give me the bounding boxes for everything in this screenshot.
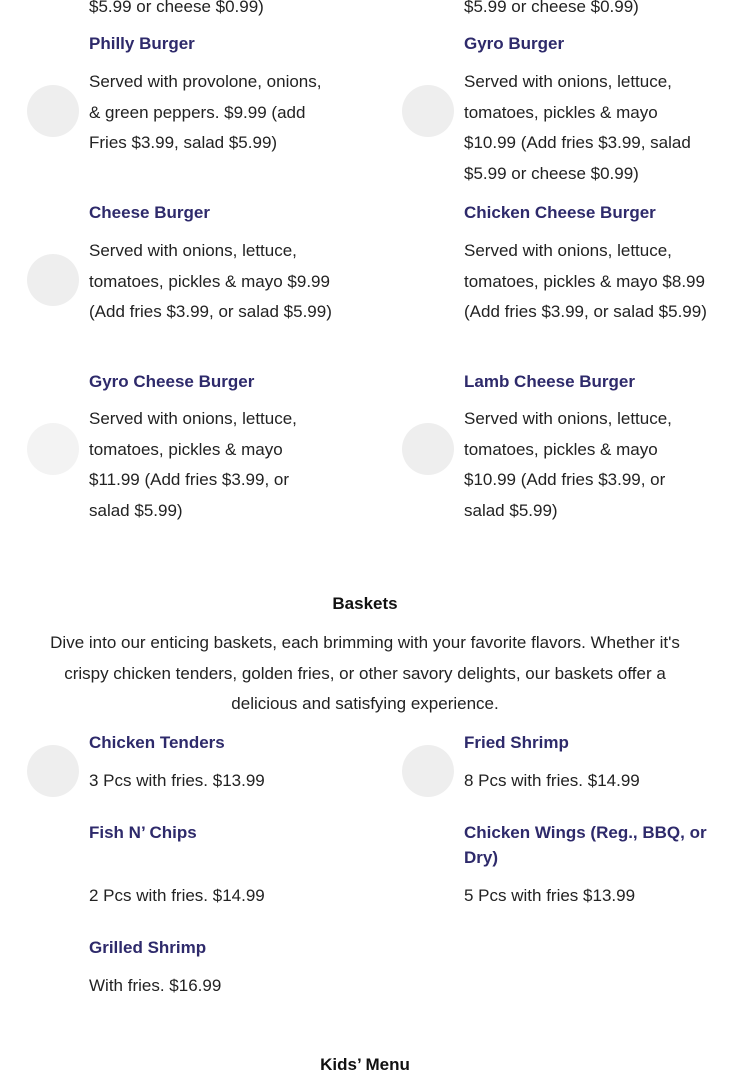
menu-item-description: 2 Pcs with fries. $14.99 [89,886,265,905]
cheese-burger-image[interactable] [27,254,79,306]
menu-item-title[interactable]: Gyro Cheese Burger [89,372,255,391]
menu-item-title[interactable]: Chicken Cheese Burger [464,203,656,222]
fried-shrimp-image[interactable] [402,745,454,797]
menu-item-description: Served with onions, lettuce, tomatoes, pickles & mayo $10.99 (Add fries $3.99, or salad $5.99) [464,409,672,520]
menu-item-description: Served with onions, lettuce, tomatoes, pickles & mayo $8.99 (Add fries $3.99, or salad $5.99) [464,241,707,321]
menu-item-description: Served with provolone, onions, & green peppers. $9.99 (add Fries $3.99, salad $5.99) [89,72,322,152]
menu-item-description: Served with onions, lettuce, tomatoes, pickles & mayo $9.99 (Add fries $3.99, or salad $5.99) [89,241,332,321]
menu-item-title[interactable]: Chicken Tenders [89,733,225,752]
menu-item-title[interactable]: Gyro Burger [464,34,565,53]
menu-item-title[interactable]: Fried Shrimp [464,733,569,752]
gyro-burger-image[interactable] [402,85,454,137]
menu-item-description: With fries. $16.99 [89,976,222,995]
menu-item-description: 3 Pcs with fries. $13.99 [89,771,265,790]
baskets-section-description: Dive into our enticing baskets, each brimming with your favorite flavors. Whether it's crispy chicken tenders, golden fries, or other savory delights, our baskets offer a delicious and satisfying experience. [50,633,680,713]
menu-item-description: 5 Pcs with fries $13.99 [464,886,636,905]
menu-item-description: 8 Pcs with fries. $14.99 [464,771,640,790]
menu-item-title[interactable]: Philly Burger [89,34,195,53]
menu-item-title[interactable]: Cheese Burger [89,203,210,222]
partial-description-right: $5.99 or cheese $0.99) [464,0,639,16]
menu-item-title[interactable]: Fish N’ Chips [89,823,197,842]
kids-menu-section-title: Kids’ Menu [320,1055,410,1074]
baskets-section-title: Baskets [332,594,398,613]
menu-item-description: Served with onions, lettuce, tomatoes, pickles & mayo $10.99 (Add fries $3.99, salad $5.99 or cheese $0.99) [464,72,691,183]
menu-item-title[interactable]: Lamb Cheese Burger [464,372,635,391]
partial-description-left: $5.99 or cheese $0.99) [89,0,264,16]
lamb-cheese-burger-image[interactable] [402,423,454,475]
gyro-cheese-burger-image[interactable] [27,423,79,475]
chicken-tenders-image[interactable] [27,745,79,797]
menu-item-title[interactable]: Chicken Wings (Reg., BBQ, or Dry) [464,823,707,867]
menu-item-description: Served with onions, lettuce, tomatoes, pickles & mayo $11.99 (Add fries $3.99, or salad $5.99) [89,409,297,520]
philly-burger-image[interactable] [27,85,79,137]
menu-item-title[interactable]: Grilled Shrimp [89,938,207,957]
